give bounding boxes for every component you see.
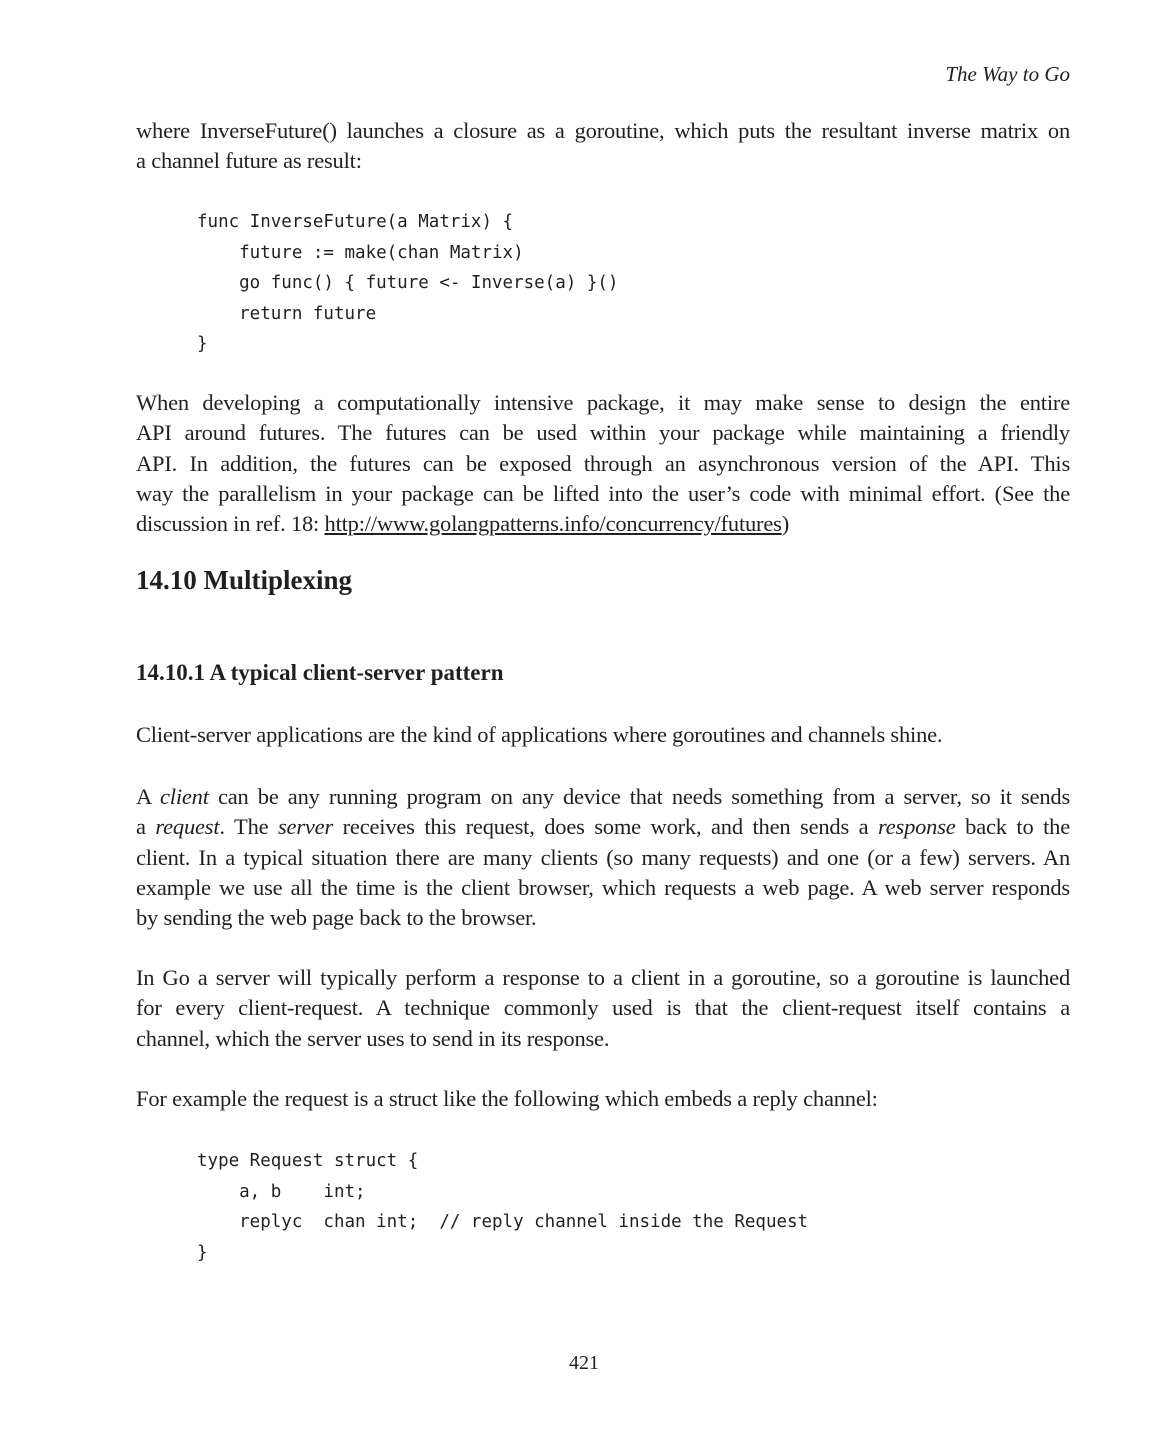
text-line [136,812,1070,842]
text-fragment: can be any running program on any device that needs something from a server, so it sends [208,784,1070,809]
text-line: Client-server applications are the kind of applications where goroutines and channels shine. [136,722,943,747]
emphasis-request: request [155,814,220,840]
text-fragment: A [136,784,160,809]
text-line: For example the request is a struct like the following which embeds a reply channel: [136,1086,878,1111]
futures-reference-link[interactable]: http://www.golangpatterns.info/concurrency/futures [324,511,782,537]
code-line: } [197,334,208,354]
text-line: channel, which the server uses to send in its response. [136,1025,610,1051]
page-number: 421 [569,1352,599,1374]
text-line: API. In addition, the futures can be exposed through an asynchronous version of the API. This [136,450,1070,476]
code-line: func InverseFuture(a Matrix) { [197,212,514,232]
code-block-inverse-future [197,207,618,360]
code-line: a, b int; [197,1181,366,1202]
emphasis-response: response [878,814,956,840]
text-line: example we use all the time is the client browser, which requests a web page. A web server responds [136,874,1070,900]
text-line [136,782,1070,812]
text-line: When developing a computationally intensive package, it may make sense to design the entire [136,390,1070,415]
running-header: The Way to Go [945,62,1070,86]
code-line: type Request struct { [197,1151,419,1171]
code-line: replyc chan int; // reply channel inside the Request [197,1212,809,1232]
text-line: client. In a typical situation there are many clients (so many requests) and one (or a few) servers. An [136,844,1070,870]
text-line: where InverseFuture() launches a closure as a goroutine, which puts the resultant inverse matrix on [136,118,1070,143]
paragraph-futures-api [136,388,1070,539]
code-line: return future [197,303,377,324]
text-line: for every client-request. A technique commonly used is that the client-request itself contains a [136,995,1070,1021]
subsection-heading: 14.10.1 A typical client-server pattern [136,660,504,685]
text-fragment: . The [219,814,278,840]
text-fragment: discussion in ref. 18: [136,511,325,537]
code-line: future := make(chan Matrix) [197,242,524,263]
emphasis-server: server [278,814,334,840]
text-line: way the parallelism in your package can be lifted into the user’s code with minimal effort. (See the [136,480,1070,506]
section-heading: 14.10 Multiplexing [136,565,353,595]
text-fragment: receives this request, does some work, and then sends a [333,814,878,840]
paragraph-client-server [136,720,1070,750]
text-line: API around futures. The futures can be used within your package while maintaining a friendly [136,420,1070,446]
text-fragment: ) [781,511,789,537]
emphasis-client: client [160,784,209,809]
text-fragment: back to the [955,814,1071,840]
paragraph-client-definition [136,782,1070,933]
code-line: go func() { future <- Inverse(a) }() [197,273,619,293]
text-line: a channel future as result: [136,148,362,174]
text-fragment: a [136,814,156,840]
text-line: by sending the web page back to the browser. [136,905,537,931]
code-line: } [197,1242,208,1263]
paragraph-request-example [136,1084,1070,1114]
text-line: In Go a server will typically perform a response to a client in a goroutine, so a goroutine is launched [136,965,1070,990]
text-line [136,509,1070,539]
paragraph-go-server [136,963,1070,1054]
paragraph-intro [136,116,1070,177]
code-block-request-struct [197,1146,808,1268]
